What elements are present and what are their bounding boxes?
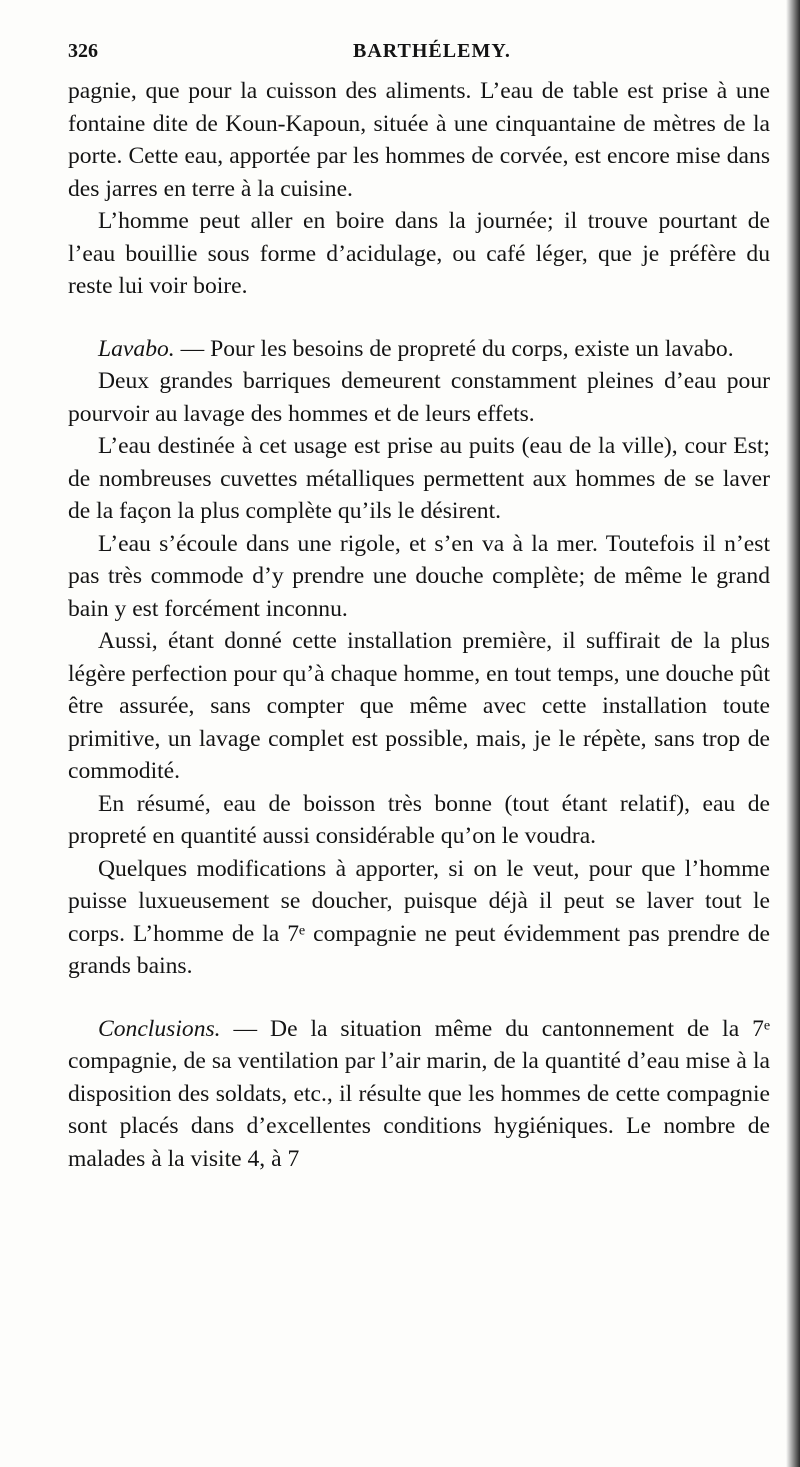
- page-header: [68, 40, 770, 63]
- paragraph: pagnie, que pour la cuisson des aliments. L’eau de table est prise à une fontaine dite de Koun-Kapoun, située à une cinquantaine de mètres de la porte. Cette eau, apportée par les hommes de corvée, est encore mise dans des jarres en terre à la cuisine.: [68, 78, 770, 202]
- section-lead-lavabo: Lavabo.: [98, 335, 175, 362]
- paragraph-conclusions: [68, 1013, 770, 1176]
- paragraph-lavabo: [68, 333, 770, 366]
- paragraph: En résumé, eau de boisson très bonne (tout étant relatif), eau de propreté en quantité aussi considérable qu’on le voudra.: [68, 790, 770, 849]
- paragraph: L’homme peut aller en boire dans la journée; il trouve pourtant de l’eau bouillie sous forme d’acidulage, ou café léger, que je préfère du reste lui voir boire.: [68, 208, 770, 299]
- paragraph: L’eau s’écoule dans une rigole, et s’en va à la mer. Toutefois il n’est pas très commode d’y prendre une douche complète; de même le grand bain y est forcément inconnu.: [68, 530, 770, 622]
- running-title: BARTHÉLEMY.: [353, 40, 511, 62]
- paragraph-text: — Pour les besoins de propreté du corps, existe un lavabo.: [174, 335, 734, 362]
- paragraph: Deux grandes barriques demeurent constamment pleines d’eau pour pourvoir au lavage des hommes et de leurs effets.: [68, 368, 770, 427]
- section-lead-conclusions: Conclusions.: [98, 1015, 221, 1042]
- paragraph-text: — De la situation même du cantonnement de la 7ᵉ compagnie, de sa ventilation par l’air marin, de la quantité d’eau mise à la disposition des soldats, etc., il résulte que les hommes de cette compagnie sont placés dans d’excellentes conditions hygiéniques. Le nombre de malades à la visite 4, à 7: [68, 1015, 770, 1172]
- scan-edge-shadow: [786, 0, 800, 1467]
- paragraph: L’eau destinée à cet usage est prise au puits (eau de la ville), cour Est; de nombreuses cuvettes métalliques permettent aux hommes de se laver de la façon la plus complète qu’ils le désirent.: [68, 433, 770, 524]
- paragraph: Quelques modifications à apporter, si on le veut, pour que l’homme puisse luxueusement se doucher, puisque déjà il peut se laver tout le corps. L’homme de la 7ᵉ compagnie ne peut évidemment pas prendre de grands bains.: [68, 855, 770, 979]
- page-number: 326: [68, 40, 98, 62]
- paragraph: Aussi, étant donné cette installation première, il suffirait de la plus légère perfection pour qu’à chaque homme, en tout temps, une douche pût être assurée, sans compter que même avec cette installation toute primitive, un lavage complet est possible, mais, je le répète, sans trop de commodité.: [68, 628, 770, 784]
